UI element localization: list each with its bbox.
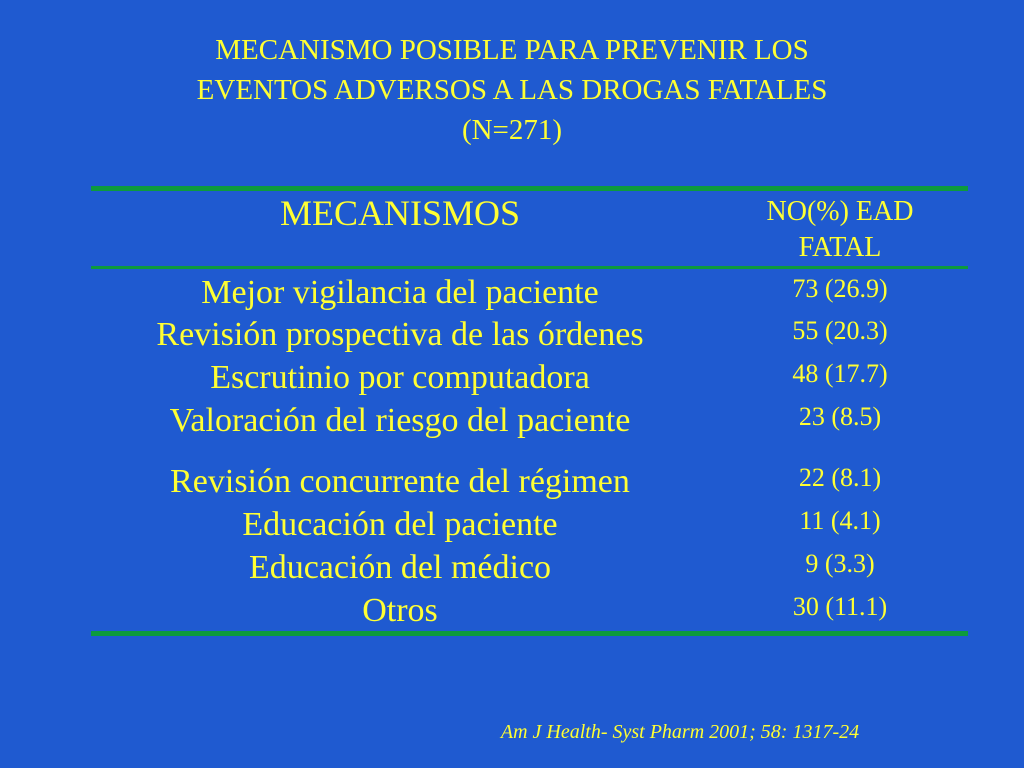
title-line-2: EVENTOS ADVERSOS A LAS DROGAS FATALES <box>196 74 828 106</box>
row-mechanism: Otros <box>362 592 438 629</box>
row-count: 23 (8.5) <box>798 402 882 431</box>
header-count-line-2: FATAL <box>798 232 882 263</box>
row-count: 22 (8.1) <box>798 463 882 492</box>
citation: Am J Health- Syst Pharm 2001; 58: 1317-24 <box>500 721 860 743</box>
row-count: 30 (11.1) <box>792 592 888 621</box>
slide-title <box>100 30 924 150</box>
table-bottom-rule <box>91 631 968 636</box>
header-count <box>730 194 950 266</box>
header-count-line-1: NO(%) EAD <box>766 196 914 227</box>
row-count: 11 (4.1) <box>799 506 881 535</box>
title-line-3: (N=271) <box>461 114 563 146</box>
row-count: 73 (26.9) <box>792 274 888 303</box>
row-count: 55 (20.3) <box>792 316 888 345</box>
row-mechanism: Escrutinio por computadora <box>210 359 590 396</box>
row-mechanism: Revisión concurrente del régimen <box>170 463 630 500</box>
header-mechanisms: MECANISMOS <box>279 193 521 233</box>
row-mechanism: Educación del médico <box>248 549 552 586</box>
row-mechanism: Valoración del riesgo del paciente <box>169 402 631 439</box>
title-line-1: MECANISMO POSIBLE PARA PREVENIR LOS <box>215 34 809 66</box>
row-mechanism: Mejor vigilancia del paciente <box>201 274 599 311</box>
row-mechanism: Revisión prospectiva de las órdenes <box>156 316 644 353</box>
row-count: 48 (17.7) <box>792 359 888 388</box>
row-count: 9 (3.3) <box>805 549 875 578</box>
row-mechanism: Educación del paciente <box>242 506 558 543</box>
